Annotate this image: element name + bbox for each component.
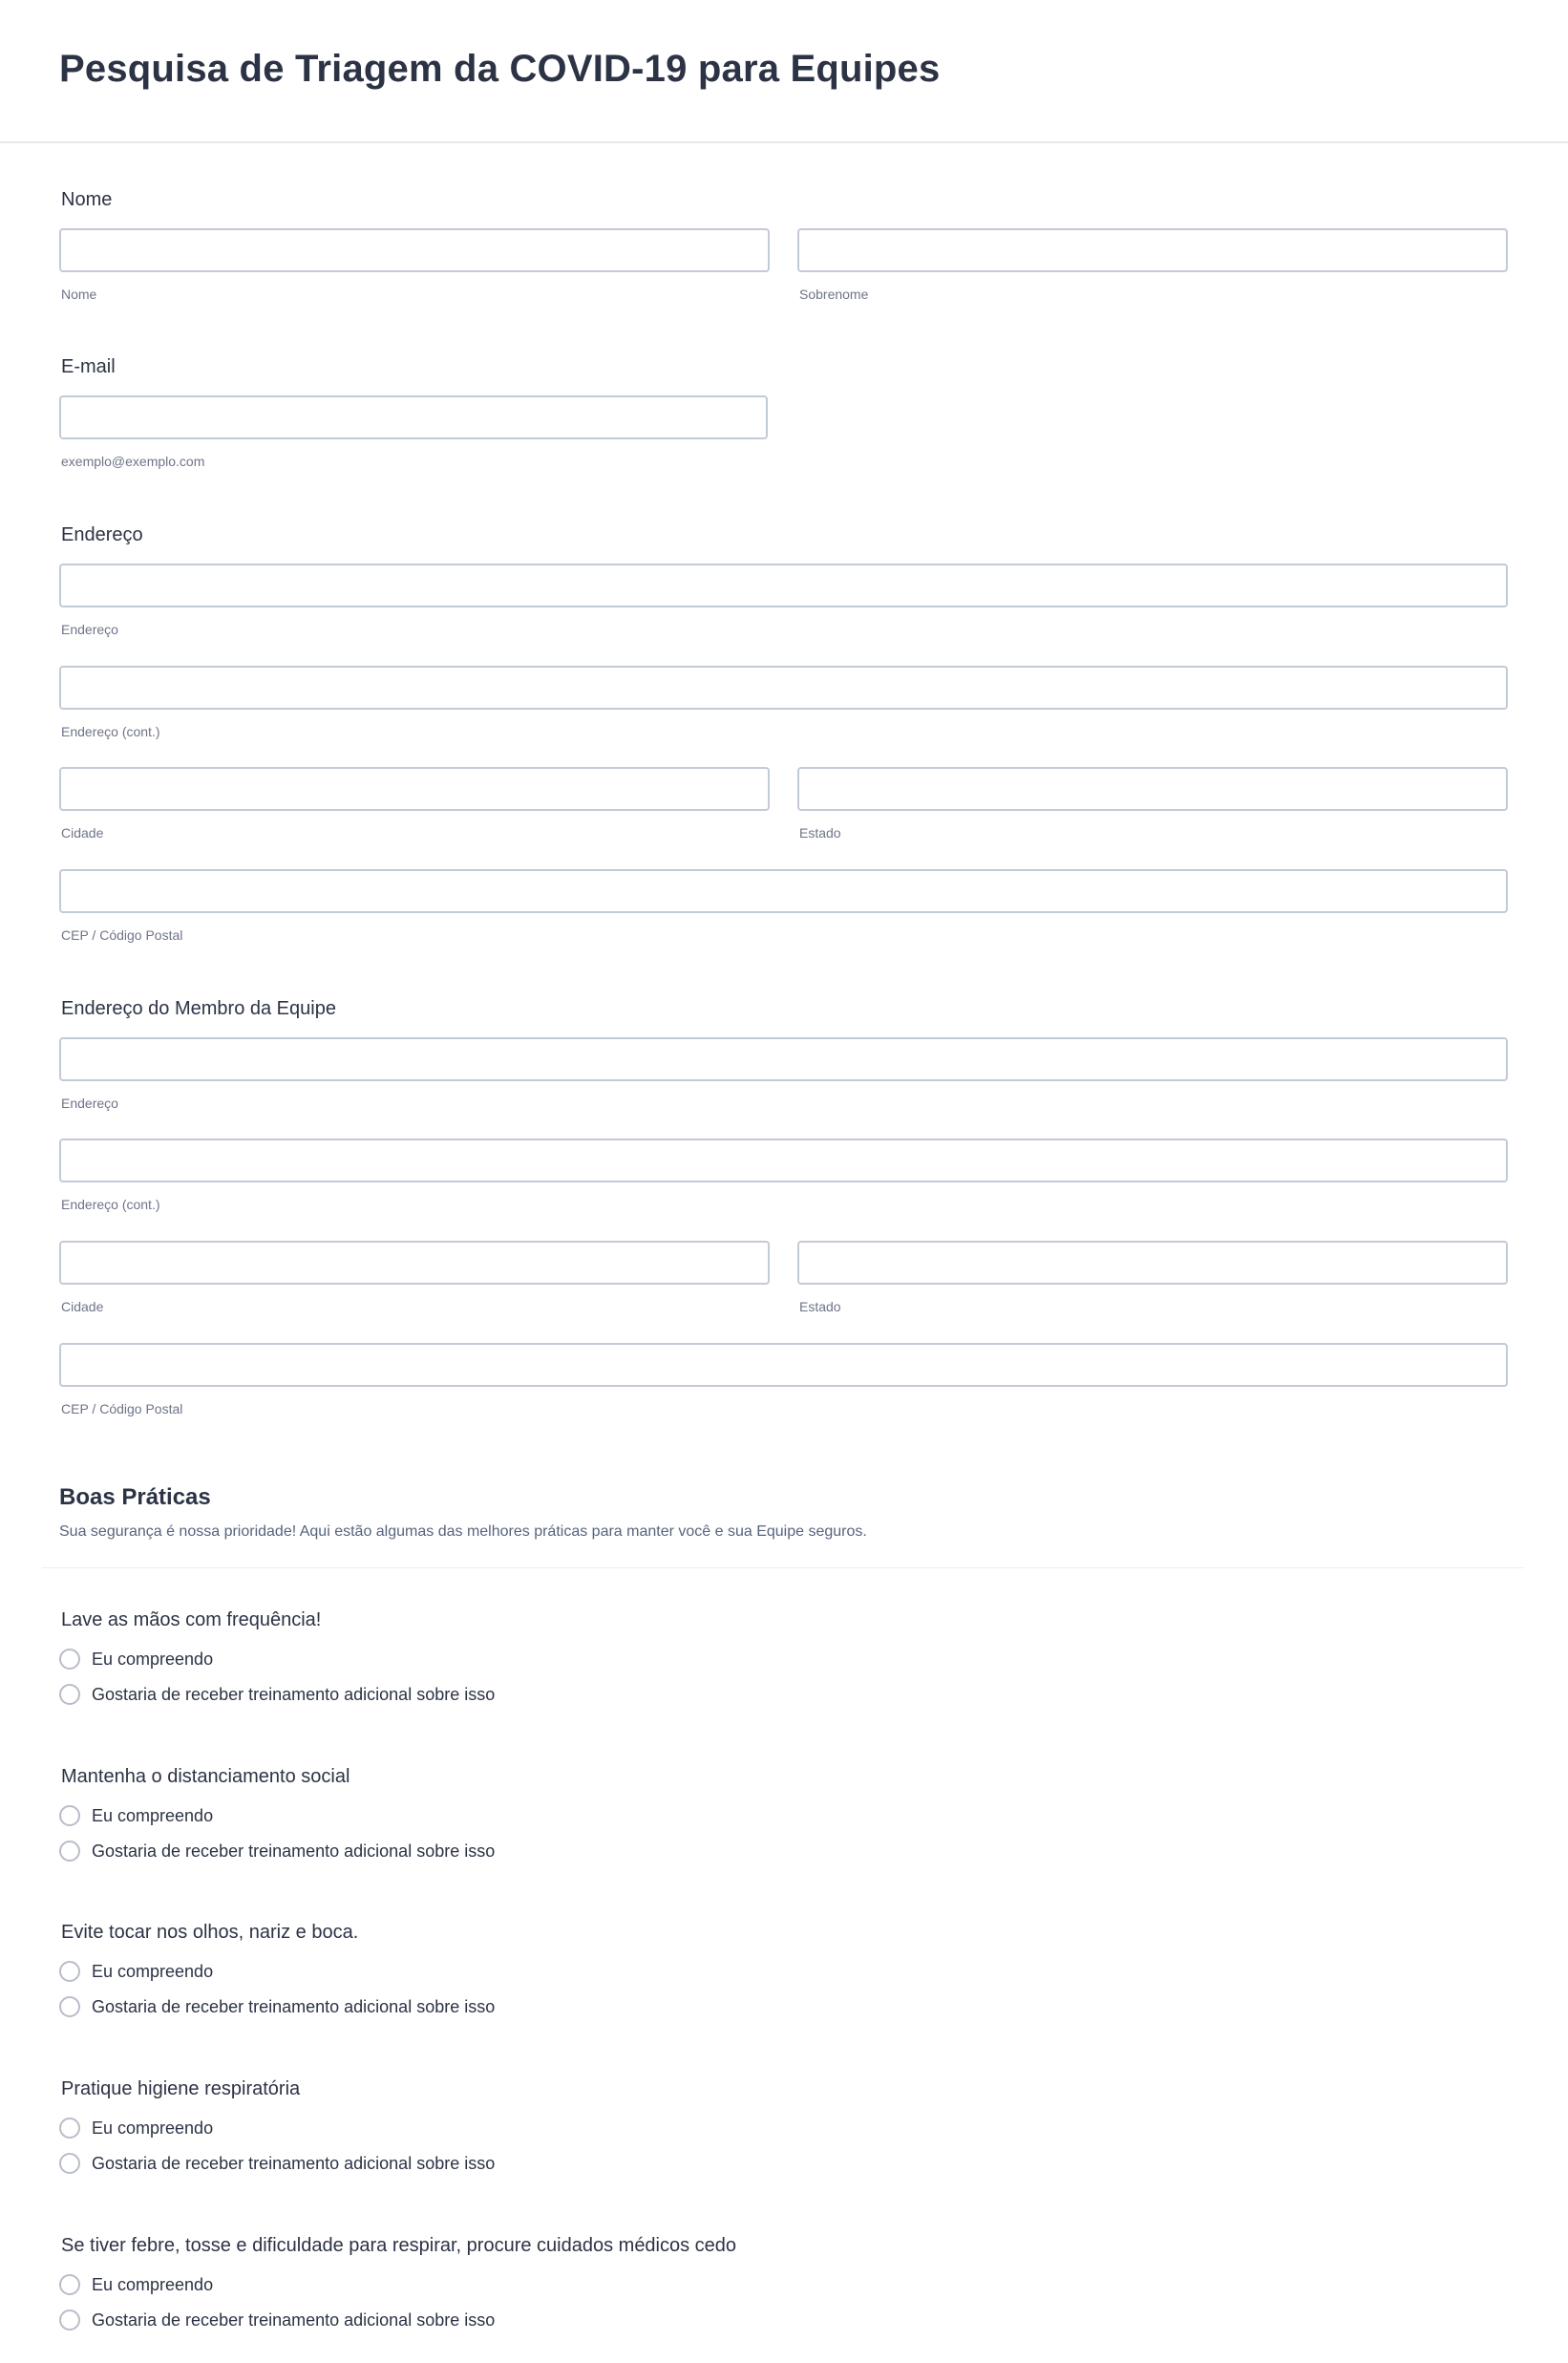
address-line1-input[interactable] [59, 564, 1508, 607]
radio-circle-icon[interactable] [59, 2153, 80, 2174]
last-name-sublabel: Sobrenome [799, 287, 869, 302]
best-practices-title: Boas Práticas [59, 1484, 211, 1510]
team-address-state-input[interactable] [797, 1241, 1508, 1285]
radio-circle-icon[interactable] [59, 1649, 80, 1670]
radio-option-label: Eu compreendo [92, 2118, 214, 2138]
radio-circle-icon[interactable] [59, 1805, 80, 1826]
question-label-respiratory-hygiene: Pratique higiene respiratória [61, 2078, 301, 2099]
radio-option-respiratory-hygiene-training[interactable] [59, 2153, 495, 2174]
radio-option-respiratory-hygiene-understand[interactable] [59, 2118, 213, 2139]
radio-circle-icon[interactable] [59, 2274, 80, 2295]
team-address-line1-input[interactable] [59, 1037, 1508, 1081]
radio-option-label: Gostaria de receber treinamento adicional sobre isso [92, 2310, 496, 2330]
address-city-sublabel: Cidade [61, 825, 104, 841]
radio-option-label: Eu compreendo [92, 2274, 214, 2294]
radio-option-label: Eu compreendo [92, 1649, 214, 1669]
first-name-sublabel: Nome [61, 287, 97, 302]
radio-circle-icon[interactable] [59, 1961, 80, 1982]
radio-circle-icon[interactable] [59, 1684, 80, 1705]
section-divider [42, 1567, 1524, 1568]
team-address-line2-sublabel: Endereço (cont.) [61, 1197, 160, 1212]
radio-option-label: Eu compreendo [92, 1961, 214, 1981]
last-name-input[interactable] [797, 228, 1508, 272]
address-zip-sublabel: CEP / Código Postal [61, 927, 183, 943]
form-header [0, 0, 1568, 143]
email-input[interactable] [59, 395, 768, 439]
team-address-label: Endereço do Membro da Equipe [61, 998, 336, 1019]
question-label-seek-care: Se tiver febre, tosse e dificuldade para respirar, procure cuidados médicos cedo [61, 2235, 737, 2256]
question-label-social-distancing: Mantenha o distanciamento social [61, 1766, 350, 1787]
radio-option-label: Gostaria de receber treinamento adicional sobre isso [92, 1841, 496, 1861]
email-label: E-mail [61, 356, 116, 377]
team-address-line1-sublabel: Endereço [61, 1096, 118, 1111]
radio-circle-icon[interactable] [59, 2310, 80, 2331]
question-label-avoid-touching: Evite tocar nos olhos, nariz e boca. [61, 1922, 359, 1943]
radio-option-handwashing-training[interactable] [59, 1684, 495, 1705]
radio-option-seek-care-understand[interactable] [59, 2274, 213, 2295]
email-sublabel: exemplo@exemplo.com [61, 454, 205, 469]
name-label: Nome [61, 189, 113, 210]
address-line2-input[interactable] [59, 666, 1508, 710]
radio-circle-icon[interactable] [59, 2118, 80, 2139]
radio-option-label: Gostaria de receber treinamento adicional sobre isso [92, 1684, 496, 1704]
address-zip-input[interactable] [59, 869, 1508, 913]
radio-option-avoid-touching-understand[interactable] [59, 1961, 213, 1982]
team-address-zip-input[interactable] [59, 1343, 1508, 1387]
radio-option-handwashing-understand[interactable] [59, 1649, 213, 1670]
radio-option-avoid-touching-training[interactable] [59, 1996, 495, 2017]
best-practices-description: Sua segurança é nossa prioridade! Aqui estão algumas das melhores práticas para manter você e sua Equipe seguros. [59, 1523, 867, 1540]
question-label-handwashing: Lave as mãos com frequência! [61, 1609, 322, 1630]
radio-circle-icon[interactable] [59, 1996, 80, 2017]
team-address-city-input[interactable] [59, 1241, 770, 1285]
address-line2-sublabel: Endereço (cont.) [61, 724, 160, 739]
address-city-input[interactable] [59, 767, 770, 811]
radio-option-label: Eu compreendo [92, 1805, 214, 1825]
address-state-sublabel: Estado [799, 825, 841, 841]
radio-option-social-distancing-understand[interactable] [59, 1805, 213, 1826]
team-address-city-sublabel: Cidade [61, 1299, 104, 1314]
address-line1-sublabel: Endereço [61, 622, 118, 637]
address-state-input[interactable] [797, 767, 1508, 811]
team-address-zip-sublabel: CEP / Código Postal [61, 1401, 183, 1416]
first-name-input[interactable] [59, 228, 770, 272]
radio-option-label: Gostaria de receber treinamento adicional sobre isso [92, 1996, 496, 2016]
team-address-state-sublabel: Estado [799, 1299, 841, 1314]
radio-option-label: Gostaria de receber treinamento adicional sobre isso [92, 2153, 496, 2173]
form-title: Pesquisa de Triagem da COVID-19 para Equipes [59, 48, 941, 90]
radio-option-seek-care-training[interactable] [59, 2310, 495, 2331]
radio-circle-icon[interactable] [59, 1841, 80, 1862]
radio-option-social-distancing-training[interactable] [59, 1841, 495, 1862]
address-label: Endereço [61, 524, 143, 545]
team-address-line2-input[interactable] [59, 1139, 1508, 1182]
